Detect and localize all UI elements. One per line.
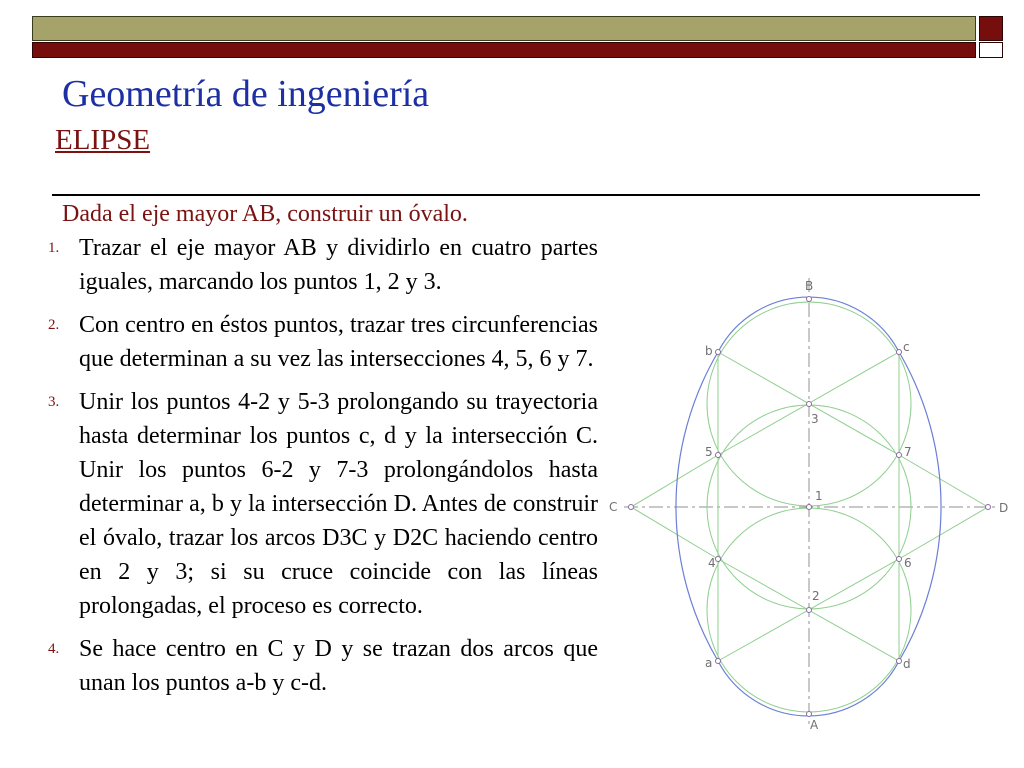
label-d: d [903, 657, 911, 671]
step-item [48, 308, 598, 376]
step-number: 3. [48, 394, 60, 410]
point-C-marker [629, 505, 634, 510]
step-text: Se hace centro en C y D y se trazan dos arcos que unan los puntos a-b y c-d. [79, 636, 598, 696]
point-5-marker [716, 453, 721, 458]
label-C: C [609, 500, 618, 514]
point-b-marker [716, 350, 721, 355]
label-3: 3 [811, 412, 819, 426]
step-number: 4. [48, 641, 60, 657]
step-number: 2. [48, 317, 60, 333]
construction-line-C-4 [631, 507, 718, 559]
point-B-marker [807, 297, 812, 302]
label-6: 6 [904, 556, 912, 570]
divider-line [52, 194, 980, 196]
point-4-marker [716, 557, 721, 562]
label-c: c [903, 340, 910, 354]
header-square-maroon [979, 16, 1003, 41]
header-bar-olive [32, 16, 976, 41]
label-4: 4 [708, 556, 716, 570]
construction-line-C-5 [631, 455, 718, 507]
slide-title: Geometría de ingeniería [62, 73, 430, 115]
header-bar-maroon [32, 42, 976, 58]
label-1: 1 [815, 489, 823, 503]
step-text: Trazar el eje mayor AB y dividirlo en cuatro partes iguales, marcando los puntos 1, 2 y 3. [79, 235, 598, 295]
point-A-marker [807, 712, 812, 717]
step-item [48, 231, 598, 299]
step-item [48, 632, 598, 700]
label-a: a [705, 656, 713, 670]
point-a-marker [716, 659, 721, 664]
point-D-marker [986, 505, 991, 510]
header-square-white [979, 42, 1003, 58]
step-number: 1. [48, 240, 60, 256]
point-2-marker [807, 608, 812, 613]
point-d-marker [897, 659, 902, 664]
steps-list [48, 231, 598, 709]
point-6-marker [897, 557, 902, 562]
point-c-marker [897, 350, 902, 355]
point-1-marker [807, 505, 812, 510]
label-7: 7 [904, 445, 912, 459]
label-5: 5 [705, 445, 713, 459]
label-2: 2 [812, 589, 820, 603]
point-3-marker [807, 402, 812, 407]
step-text: Unir los puntos 4-2 y 5-3 prolongando su trayectoria hasta determinar los puntos c, d y la intersección C. Unir los puntos 6-2 y 7-3 prolongándolos hasta determinar a, b y la intersección D. Antes de construir el óvalo, trazar los arcos D3C y D2C haciendo centro en 2 y 3; si su cruce coincide con las líneas prolongadas, el proceso es correcto. [79, 389, 598, 619]
label-A: A [810, 718, 819, 732]
slide-subtitle-link[interactable]: ELIPSE [55, 124, 151, 156]
point-7-marker [897, 453, 902, 458]
intro-text: Dada el eje mayor AB, construir un óvalo. [62, 201, 468, 227]
construction-line-D-6 [899, 507, 988, 559]
step-item [48, 385, 598, 623]
label-b: b [705, 344, 713, 358]
construction-line-D-7 [899, 455, 988, 507]
label-D: D [999, 501, 1009, 515]
step-text: Con centro en éstos puntos, trazar tres circunferencias que determinan a su vez las intersecciones 4, 5, 6 y 7. [79, 312, 598, 372]
oval-construction-diagram [600, 270, 1020, 740]
label-B: B [805, 279, 814, 293]
